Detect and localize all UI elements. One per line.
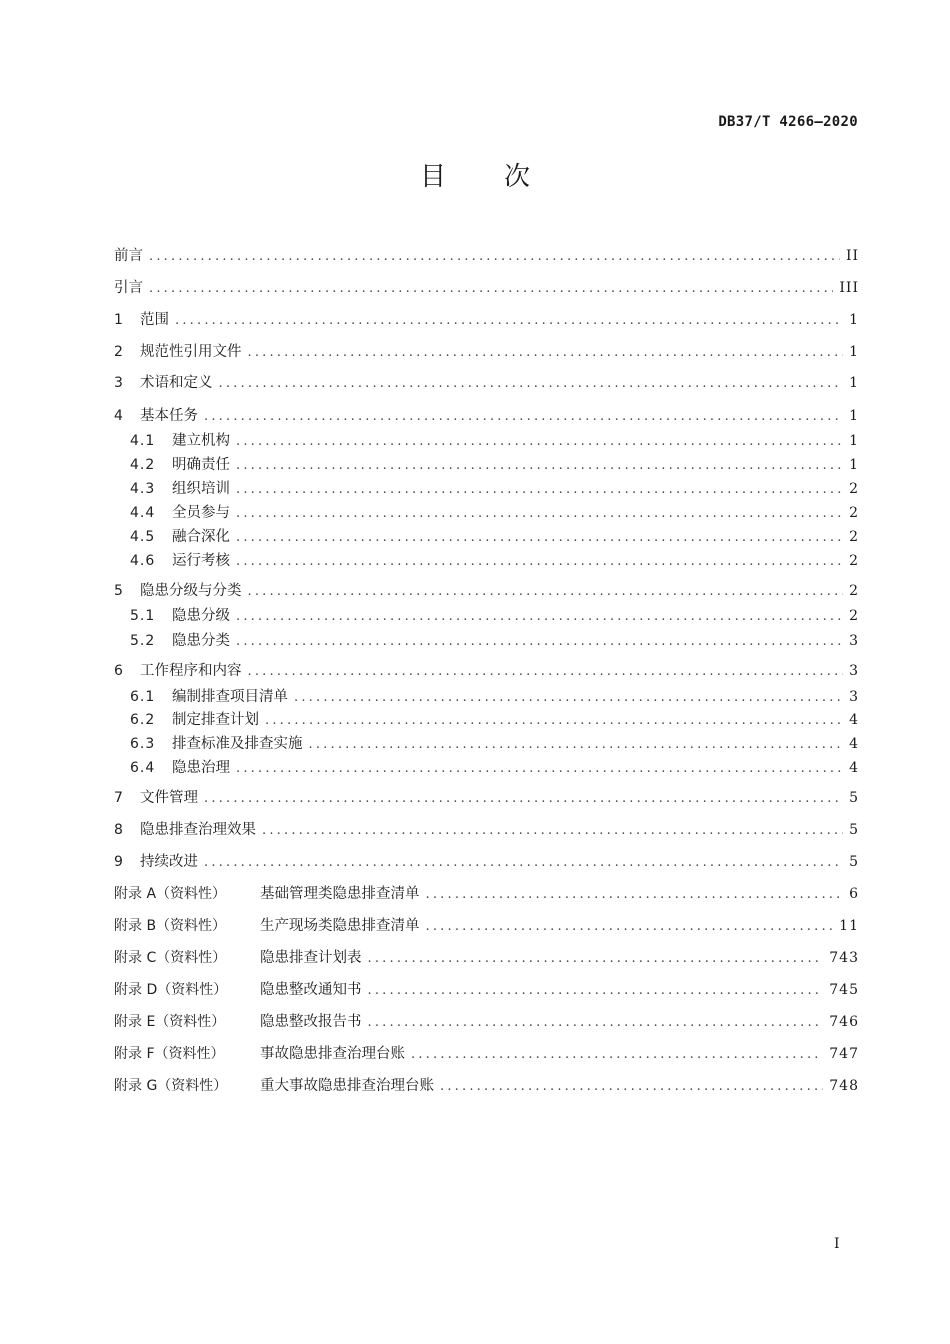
toc-entry-4-4[interactable] [130,502,859,524]
toc-entry-page: 2 [849,608,859,624]
toc-entry-number: 附录 E（资料性） [114,1014,226,1030]
toc-entry-number: 5.1 [130,608,156,624]
toc-entry-number: 附录 G（资料性） [114,1078,228,1094]
toc-entry-page: 1 [849,457,859,473]
toc-leader-dots [248,581,844,603]
toc-entry-title: 组织培训 [172,481,230,497]
toc-entry-title: 隐患排查计划表 [260,950,362,966]
toc-entry-title: 建立机构 [172,433,230,449]
toc-entry-7[interactable] [114,787,859,809]
toc-entry-page: 4 [849,736,859,752]
page-title: 目次 [419,162,588,192]
toc-entry-number: 8 [114,822,123,838]
toc-entry-title: 隐患分类 [172,633,230,649]
toc-entry-number: 4 [114,408,123,424]
toc-entry-number: 6.2 [130,712,156,728]
toc-entry-appendix-f[interactable] [114,1043,859,1065]
toc-entry-foreword[interactable] [114,245,859,267]
toc-entry-9[interactable] [114,851,859,873]
toc-entry-title: 工作程序和内容 [140,663,242,679]
toc-entry-title: 持续改进 [140,854,198,870]
toc-entry-page: 5 [849,822,859,838]
toc-leader-dots [265,710,843,732]
toc-entry-introduction[interactable] [114,277,859,299]
toc-entry-page: 1 [849,433,859,449]
toc-entry-page: 1 [849,312,859,328]
toc-leader-dots [175,310,843,332]
toc-entry-4-2[interactable] [130,454,859,476]
toc-entry-title: 引言 [114,280,143,296]
toc-leader-dots [149,246,840,268]
toc-entry-title: 隐患排查治理效果 [140,822,256,838]
toc-entry-page: 3 [849,689,859,705]
toc-entry-appendix-b[interactable] [114,915,859,937]
toc-entry-4-3[interactable] [130,478,859,500]
toc-entry-1[interactable] [114,309,859,331]
toc-entry-page: 1 [849,344,859,360]
toc-leader-dots [426,916,834,938]
toc-leader-dots [236,758,843,780]
toc-entry-5[interactable] [114,580,859,602]
toc-entry-page: 6 [849,886,859,902]
toc-leader-dots [236,551,843,573]
toc-entry-title: 文件管理 [140,790,198,806]
toc-leader-dots [248,342,844,364]
toc-entry-6-3[interactable] [130,733,859,755]
document-code: DB37/T 4266—2020 [718,114,858,130]
toc-entry-page: 2 [849,481,859,497]
toc-leader-dots [236,479,843,501]
toc-entry-page: 5 [849,790,859,806]
toc-entry-title: 编制排查项目清单 [172,689,288,705]
toc-entry-number: 6 [114,663,123,679]
toc-leader-dots [149,278,833,300]
toc-leader-dots [309,734,844,756]
toc-entry-page: 747 [829,1046,859,1062]
toc-entry-number: 3 [114,375,123,391]
toc-entry-title: 范围 [140,312,169,328]
toc-entry-number: 4.4 [130,505,156,521]
toc-entry-appendix-e[interactable] [114,1011,859,1033]
toc-entry-number: 附录 B（资料性） [114,918,227,934]
toc-entry-number: 附录 F（资料性） [114,1046,225,1062]
toc-entry-title: 前言 [114,248,143,264]
toc-entry-5-2[interactable] [130,630,859,652]
toc-entry-page: 4 [849,760,859,776]
toc-entry-4-5[interactable] [130,526,859,548]
toc-leader-dots [236,455,843,477]
toc-entry-title: 隐患治理 [172,760,230,776]
toc-entry-page: 2 [849,553,859,569]
toc-entry-title: 术语和定义 [140,375,213,391]
toc-entry-number: 4.3 [130,481,156,497]
toc-entry-page: 2 [849,505,859,521]
toc-entry-page: 1 [849,375,859,391]
toc-entry-number: 9 [114,854,123,870]
toc-leader-dots [368,948,824,970]
toc-leader-dots [236,606,843,628]
toc-entry-title: 重大事故隐患排查治理台账 [260,1078,434,1094]
toc-entry-page: 748 [829,1078,859,1094]
toc-entry-appendix-d[interactable] [114,979,859,1001]
toc-leader-dots [236,503,843,525]
toc-leader-dots [368,980,824,1002]
toc-entry-number: 5 [114,583,123,599]
toc-entry-title: 生产现场类隐患排查清单 [260,918,420,934]
toc-entry-title: 事故隐患排查治理台账 [260,1046,405,1062]
toc-entry-4-6[interactable] [130,550,859,572]
toc-entry-4[interactable] [114,405,859,427]
toc-entry-4-1[interactable] [130,430,859,452]
toc-entry-number: 附录 C（资料性） [114,950,227,966]
toc-leader-dots [262,820,843,842]
toc-entry-page: 745 [829,982,859,998]
toc-entry-appendix-a[interactable] [114,883,859,905]
toc-entry-page: 4 [849,712,859,728]
toc-entry-title: 基本任务 [140,408,198,424]
toc-entry-3[interactable] [114,372,859,394]
toc-entry-page: III [839,280,859,296]
toc-leader-dots [236,431,843,453]
toc-entry-number: 附录 A（资料性） [114,886,227,902]
toc-leader-dots [368,1012,824,1034]
toc-entry-appendix-c[interactable] [114,947,859,969]
toc-entry-number: 6.1 [130,689,156,705]
toc-leader-dots [426,884,844,906]
toc-leader-dots [204,406,843,428]
toc-leader-dots [294,687,843,709]
toc-entry-page: 3 [849,633,859,649]
toc-entry-page: 1 [849,408,859,424]
toc-entry-title: 排查标准及排查实施 [172,736,303,752]
toc-entry-5-1[interactable] [130,605,859,627]
toc-entry-title: 融合深化 [172,529,230,545]
toc-entry-title: 全员参与 [172,505,230,521]
toc-entry-6-2[interactable] [130,709,859,731]
toc-entry-title: 隐患整改通知书 [260,982,362,998]
toc-entry-number: 6.4 [130,760,156,776]
toc-leader-dots [204,852,843,874]
toc-entry-number: 2 [114,344,123,360]
toc-entry-number: 4.1 [130,433,156,449]
toc-entry-number: 附录 D（资料性） [114,982,228,998]
toc-leader-dots [411,1044,823,1066]
toc-entry-number: 5.2 [130,633,156,649]
toc-entry-page: 746 [829,1014,859,1030]
toc-entry-title: 基础管理类隐患排查清单 [260,886,420,902]
toc-leader-dots [219,373,844,395]
toc-entry-page: 2 [849,529,859,545]
toc-leader-dots [440,1076,823,1098]
toc-leader-dots [248,661,844,683]
toc-entry-number: 4.2 [130,457,156,473]
toc-entry-6-1[interactable] [130,686,859,708]
toc-entry-6[interactable] [114,660,859,682]
toc-entry-page: 743 [829,950,859,966]
toc-entry-number: 7 [114,790,123,806]
toc-entry-page: 2 [849,583,859,599]
toc-entry-appendix-g[interactable] [114,1075,859,1097]
toc-entry-2[interactable] [114,341,859,363]
page-number: I [834,1236,840,1252]
toc-entry-page: 11 [839,918,859,934]
toc-entry-6-4[interactable] [130,757,859,779]
toc-entry-title: 规范性引用文件 [140,344,242,360]
toc-entry-title: 明确责任 [172,457,230,473]
toc-entry-title: 隐患整改报告书 [260,1014,362,1030]
toc-leader-dots [236,527,843,549]
toc-leader-dots [204,788,843,810]
toc-entry-number: 6.3 [130,736,156,752]
toc-entry-title: 运行考核 [172,553,230,569]
toc-leader-dots [236,631,843,653]
toc-entry-number: 1 [114,312,123,328]
toc-entry-number: 4.5 [130,529,156,545]
toc-entry-number: 4.6 [130,553,156,569]
toc-entry-page: 3 [849,663,859,679]
toc-entry-title: 隐患分级 [172,608,230,624]
toc-entry-page: 5 [849,854,859,870]
toc-entry-title: 制定排查计划 [172,712,259,728]
toc-entry-8[interactable] [114,819,859,841]
toc-entry-page: II [845,248,859,264]
toc-entry-title: 隐患分级与分类 [140,583,242,599]
